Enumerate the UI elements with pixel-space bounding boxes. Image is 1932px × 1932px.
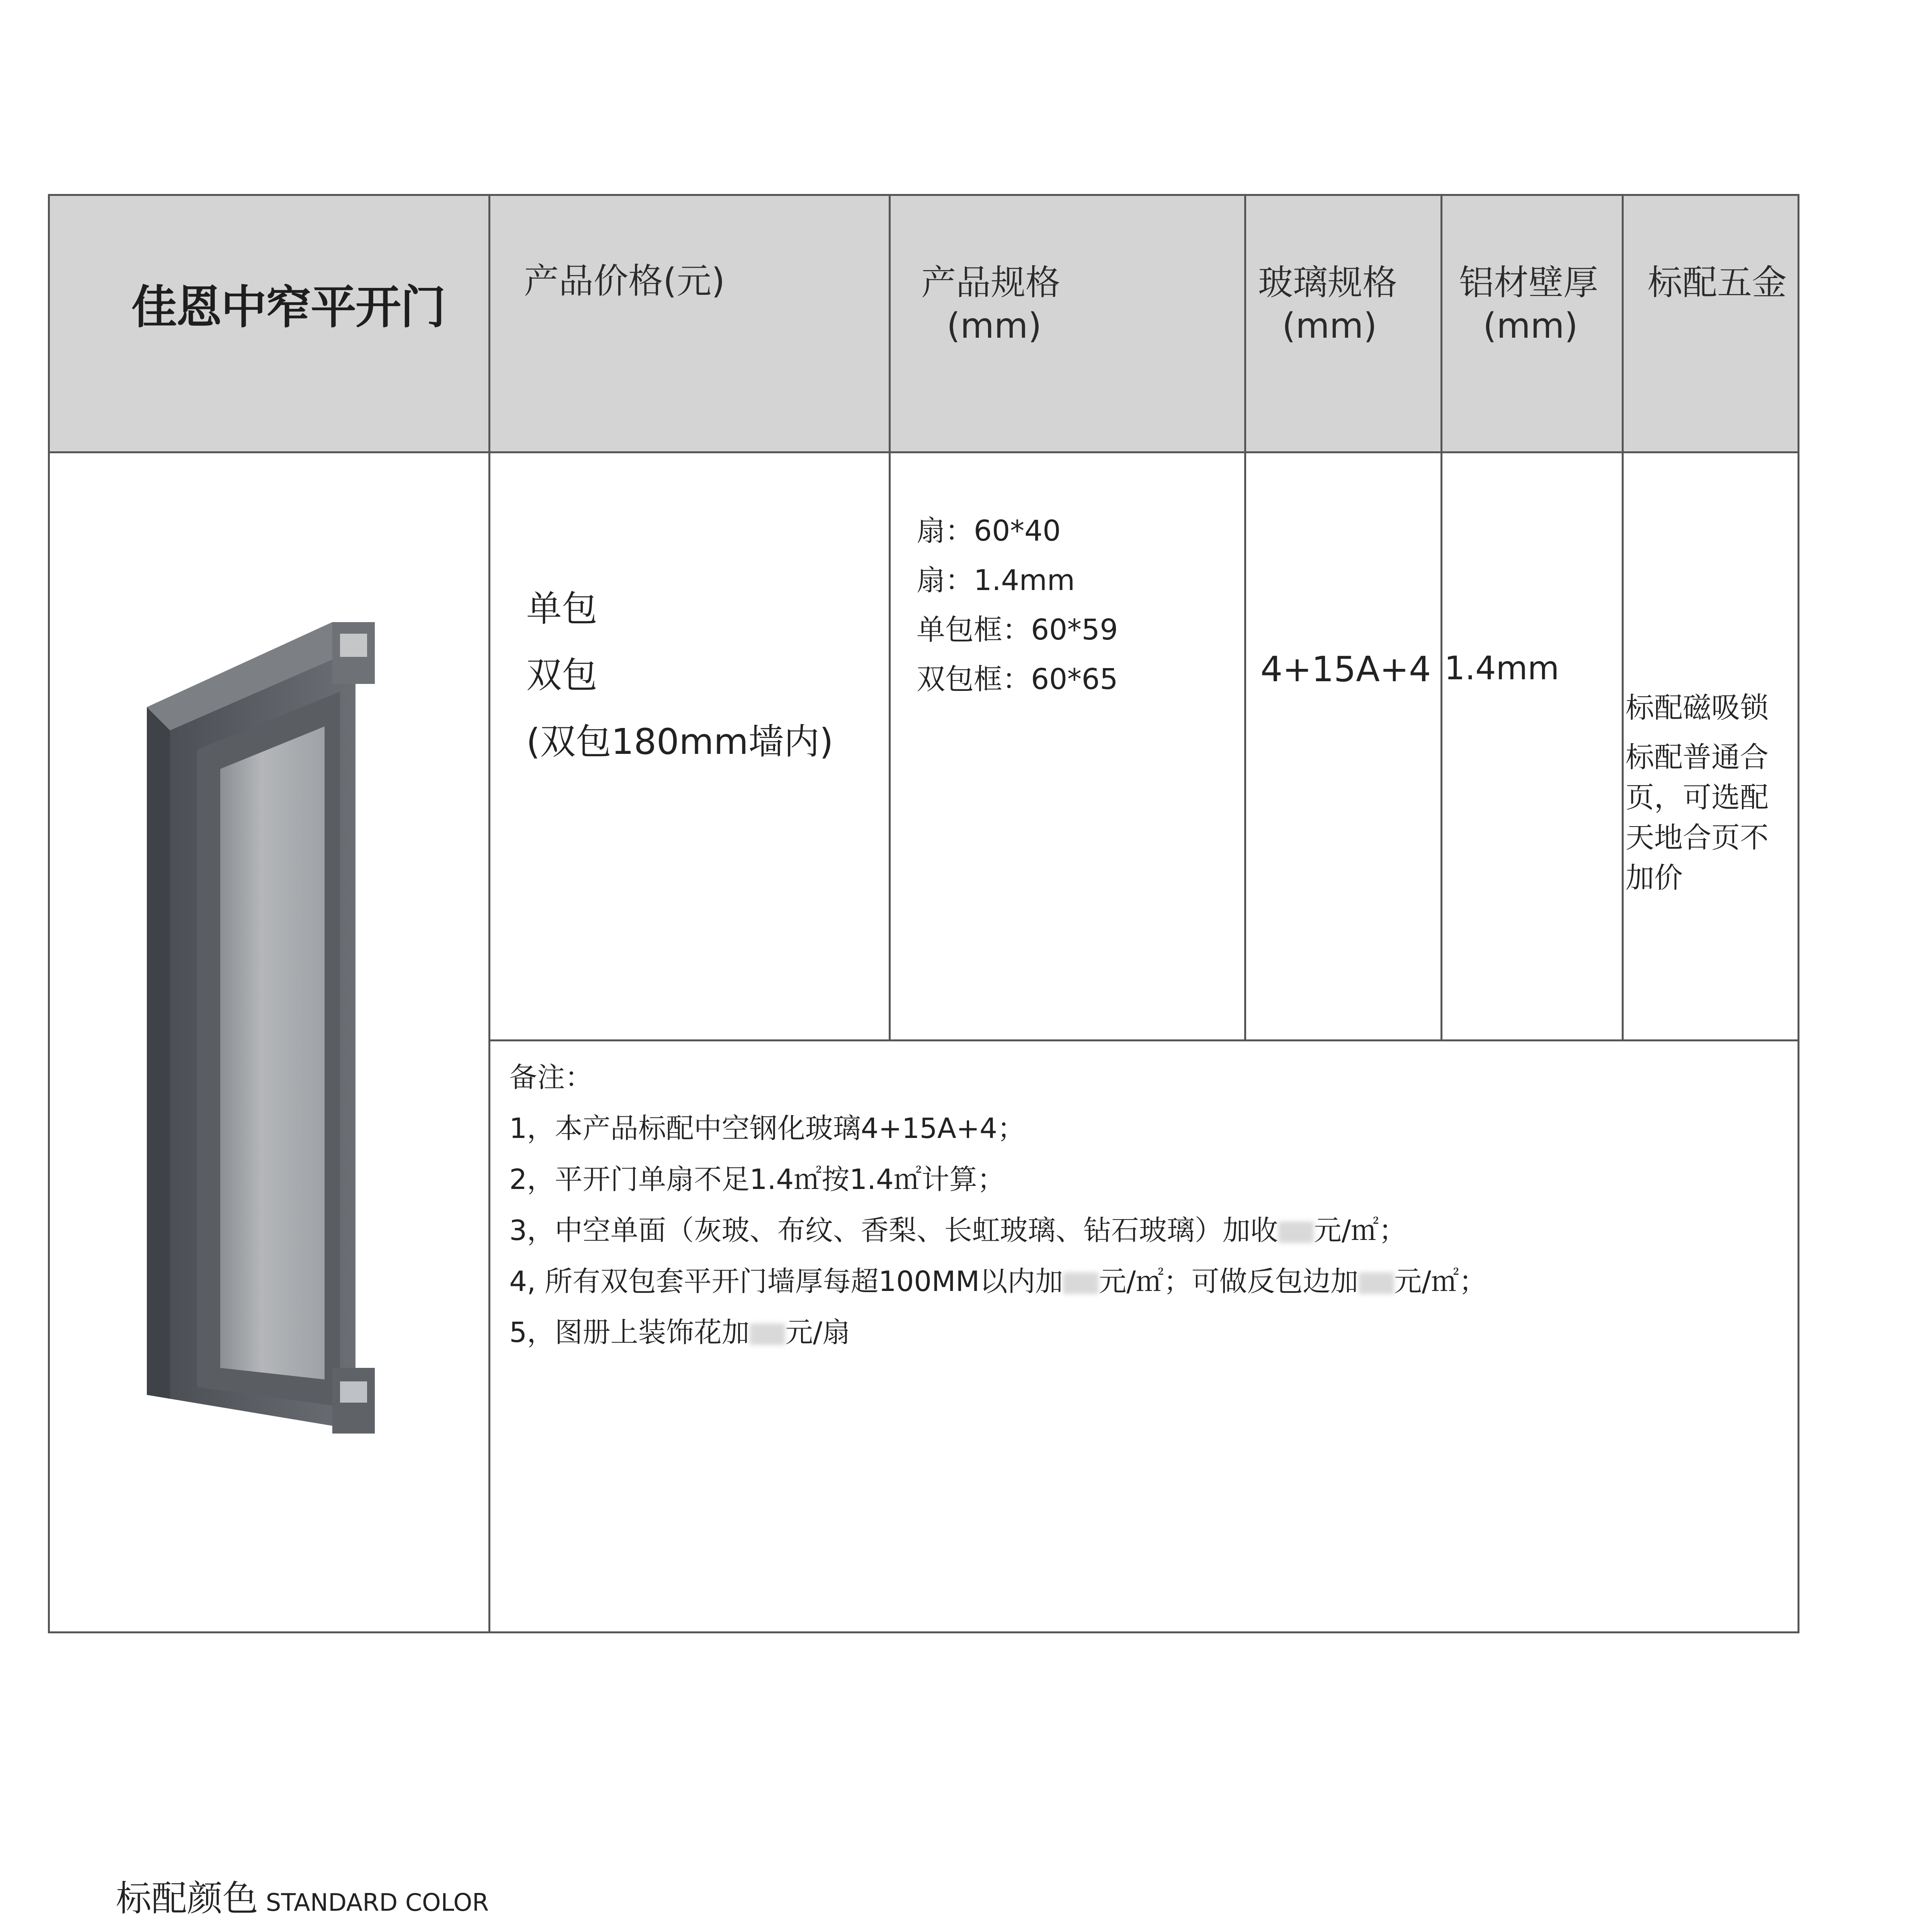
standard-color-title-en: STANDARD COLOR [266, 1888, 489, 1917]
note-line-3-unit: 元/㎡； [1313, 1214, 1407, 1247]
spec-sash-thickness: 扇：1.4mm [917, 564, 1075, 597]
table-border-bottom [49, 1631, 1799, 1633]
table-col-divider-2 [889, 194, 891, 1041]
table-col-divider-3 [1244, 194, 1246, 1041]
header-price [524, 260, 725, 303]
note-line-2: 2，平开门单扇不足1.4㎡按1.4㎡计算； [509, 1163, 1005, 1196]
table-col-divider-4 [1440, 194, 1442, 1041]
redacted-price [1063, 1272, 1099, 1294]
note-line-5-unit: 元/扇 [785, 1316, 850, 1349]
redacted-price [750, 1323, 785, 1345]
product-specs [917, 506, 1118, 704]
note-line-3 [509, 1205, 1487, 1256]
table-border-left [48, 194, 50, 1633]
note-line-4-unit: 元/㎡； [1394, 1265, 1487, 1298]
hardware-list [1626, 688, 1796, 907]
price-option-double-180: (双包180mm墙内) [526, 721, 833, 762]
redacted-price [1278, 1221, 1314, 1243]
price-option-single: 单包 [526, 588, 598, 629]
notes [509, 1052, 1487, 1358]
note-line-5-text: 5，图册上装饰花加 [509, 1316, 750, 1349]
notes-title: 备注： [509, 1061, 593, 1094]
header-glass [1258, 261, 1397, 348]
note-line-5 [509, 1307, 1487, 1358]
standard-color-heading [116, 1870, 489, 1921]
header-spec [921, 261, 1060, 348]
redacted-price [1359, 1272, 1394, 1294]
table-col-divider-5 [1622, 194, 1624, 1041]
spec-sash-size: 扇：60*40 [917, 514, 1061, 548]
glass-spec-value: 4+15A+4 [1260, 649, 1431, 690]
header-hardware-label: 标配五金 [1648, 262, 1787, 303]
header-spec-line2: (mm) [947, 306, 1042, 346]
price-option-double: 双包 [526, 655, 598, 696]
note-line-1: 1，本产品标配中空钢化玻璃4+15A+4； [509, 1112, 1025, 1145]
header-wall [1459, 261, 1598, 348]
header-spec-line1: 产品规格 [921, 262, 1060, 303]
header-wall-line2: (mm) [1483, 306, 1578, 346]
note-line-4-mid: 元/㎡；可做反包边加 [1099, 1265, 1359, 1298]
product-title: 佳恩中窄平开门 [131, 281, 446, 334]
door-frame-icon [139, 614, 386, 1437]
standard-color-title: 标配颜色 [116, 1878, 259, 1919]
table-notes-divider [488, 1039, 1799, 1041]
header-wall-line1: 铝材壁厚 [1459, 262, 1598, 303]
wall-thickness-value: 1.4mm [1444, 649, 1560, 687]
header-price-label: 产品价格(元) [524, 261, 725, 301]
header-hardware [1648, 261, 1787, 304]
hardware-item-hinge: 标配普通合页，可选配天地合页不加价 [1626, 741, 1769, 895]
note-line-4 [509, 1256, 1487, 1307]
door-image [139, 614, 386, 1437]
price-options [526, 576, 833, 775]
header-glass-line1: 玻璃规格 [1258, 262, 1397, 303]
spec-single-frame: 单包框：60*59 [917, 613, 1118, 646]
spec-double-frame: 双包框：60*65 [917, 663, 1118, 696]
table-col-divider-1 [488, 194, 490, 1633]
table-header-divider [49, 451, 1799, 453]
hardware-item-lock: 标配磁吸锁 [1626, 691, 1769, 724]
header-glass-line2: (mm) [1282, 306, 1377, 346]
table-border-top [49, 194, 1799, 196]
note-line-4-text: 4, 所有双包套平开门墙厚每超100MM以内加 [509, 1265, 1063, 1298]
table-border-right [1798, 194, 1799, 1633]
note-line-3-text: 3，中空单面（灰玻、布纹、香梨、长虹玻璃、钻石玻璃）加收 [509, 1214, 1278, 1247]
